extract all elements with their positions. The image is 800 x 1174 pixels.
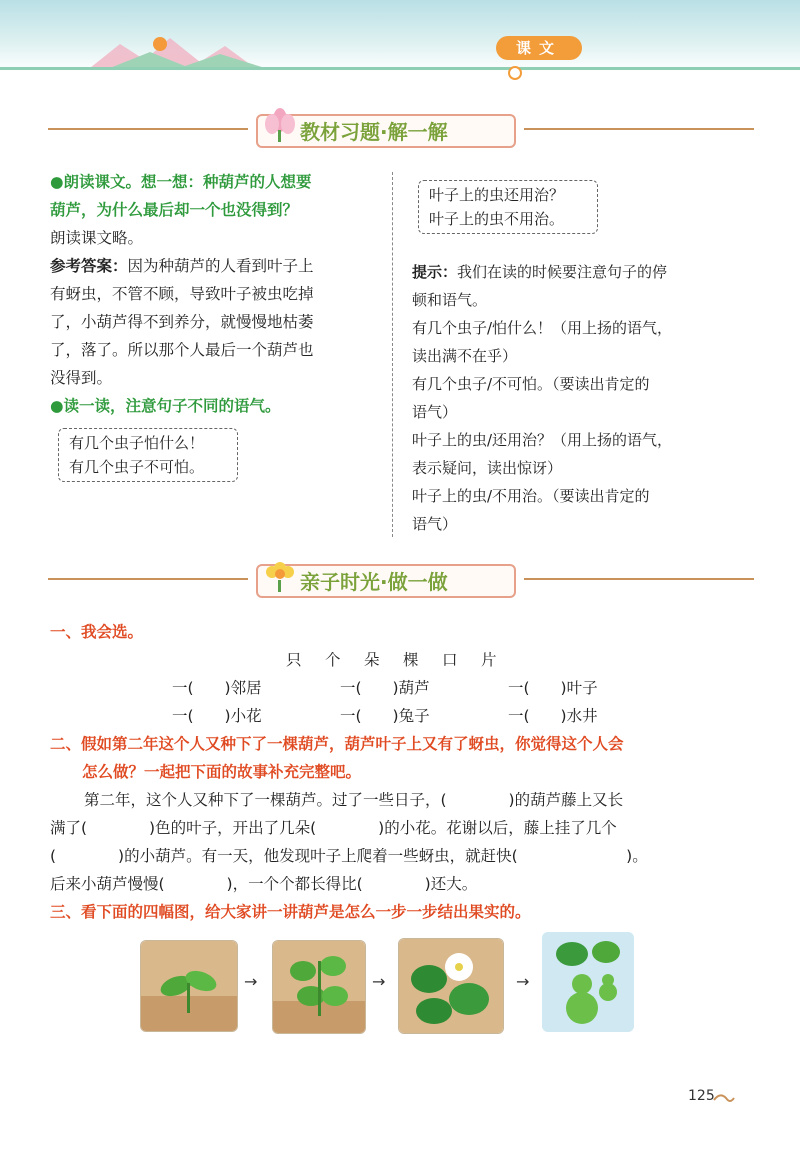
hint-line: 我们在读的时候要注意句子的停 (457, 263, 668, 281)
tab-indicator-icon (508, 66, 522, 80)
reference-label: 参考答案： (50, 257, 128, 275)
section-title-text: 亲子时光·做一做 (300, 570, 448, 594)
top-banner (0, 0, 800, 72)
hint-label: 提示： (412, 263, 458, 281)
reference-line: 因为种葫芦的人看到叶子上 (127, 257, 314, 275)
hint-line: 有几个虫子/怕什么！（用上扬的语气， (412, 319, 673, 337)
mountains-illustration (90, 30, 280, 70)
story-paragraph (50, 786, 770, 898)
sentence-item: 有几个虫子不可怕。 (69, 458, 205, 476)
activity-question-3: 三、看下面的四幅图，给大家讲一讲葫芦是怎么一步一步结出果实的。 (50, 903, 531, 921)
fill-item: 一( )水井 (508, 707, 598, 725)
section-rule-left (48, 578, 248, 580)
reference-line: 了，落了。所以那个人最后一个葫芦也 (50, 341, 314, 359)
measure-word-choices: 只 个 朵 棵 口 片 (286, 651, 501, 669)
story-line: 后来小葫芦慢慢( )，一个个都长得比( )还大。 (50, 875, 478, 893)
question-1-line2: 葫芦，为什么最后却一个也没得到？ (50, 201, 299, 219)
header-divider (0, 67, 800, 70)
arrow-icon: → (516, 972, 530, 991)
sentence-box-left (58, 428, 238, 482)
question-1-answer-short: 朗读课文略。 (50, 229, 144, 247)
hint-line: 叶子上的虫/不用治。（要读出肯定的 (412, 487, 650, 505)
hint-line: 语气） (412, 403, 458, 421)
reference-line: 有蚜虫，不管不顾，导致叶子被虫吃掉 (50, 285, 314, 303)
hint-line: 顿和语气。 (412, 291, 488, 309)
activity-question-2-line2: 怎么做？一起把下面的故事补充完整吧。 (82, 763, 362, 781)
reference-answer (50, 252, 380, 280)
activity-question-2-line1: 二、假如第二年这个人又种下了一棵葫芦，葫芦叶子上又有了蚜虫，你觉得这个人会 (50, 735, 624, 753)
story-line: 满了( )色的叶子，开出了几朵( )的小花。花谢以后，藤上挂了几个 (50, 819, 617, 837)
reference-line: 了，小葫芦得不到养分，就慢慢地枯萎 (50, 313, 314, 331)
hint-line: 读出满不在乎） (412, 347, 518, 365)
hint-block (412, 258, 752, 538)
tab-lesson[interactable]: 课文 (496, 36, 582, 60)
young-plant-picture (272, 940, 366, 1034)
column-divider (392, 172, 393, 537)
sentence-box-right (418, 180, 598, 234)
seedling-picture (140, 940, 238, 1032)
fill-item: 一( )小花 (172, 707, 262, 725)
section-rule-right (524, 128, 754, 130)
arrow-icon: → (244, 972, 258, 991)
story-line: 第二年，这个人又种下了一棵葫芦。过了一些日子，( )的葫芦藤上又长 (84, 791, 624, 809)
exercise-left-column (50, 168, 380, 420)
section-rule-right (524, 578, 754, 580)
fill-item: 一( )葫芦 (340, 679, 430, 697)
fill-item: 一( )兔子 (340, 707, 430, 725)
hint-line: 叶子上的虫/还用治？（用上扬的语气， (412, 431, 673, 449)
sentence-item: 叶子上的虫还用治？ (429, 186, 565, 204)
hint-line: 表示疑问，读出惊讶） (412, 459, 563, 477)
flower-icon (262, 554, 298, 594)
fill-item: 一( )叶子 (508, 679, 598, 697)
hint-line: 有几个虫子/不可怕。（要读出肯定的 (412, 375, 650, 393)
activity-question-1: 一、我会选。 (50, 623, 144, 641)
sentence-item: 叶子上的虫不用治。 (429, 210, 565, 228)
question-2: ●读一读，注意句子不同的语气。 (50, 397, 281, 415)
arrow-icon: → (372, 972, 386, 991)
section-title-text: 教材习题·解一解 (300, 120, 448, 144)
section-rule-left (48, 128, 248, 130)
lotus-flower-icon (262, 104, 298, 144)
curl-ornament-icon (712, 1092, 736, 1108)
question-1-line1: ●朗读课文。想一想：种葫芦的人想要 (50, 173, 312, 191)
hint-line: 语气） (412, 515, 458, 533)
sentence-item: 有几个虫子怕什么！ (69, 434, 205, 452)
reference-line: 没得到。 (50, 369, 113, 387)
gourd-fruit-picture (542, 932, 634, 1032)
fill-item: 一( )邻居 (172, 679, 262, 697)
flowering-plant-picture (398, 938, 504, 1034)
story-line: ( )的小葫芦。有一天，他发现叶子上爬着一些蚜虫，就赶快( )。 (50, 847, 648, 865)
page-number: 125 (688, 1088, 715, 1104)
